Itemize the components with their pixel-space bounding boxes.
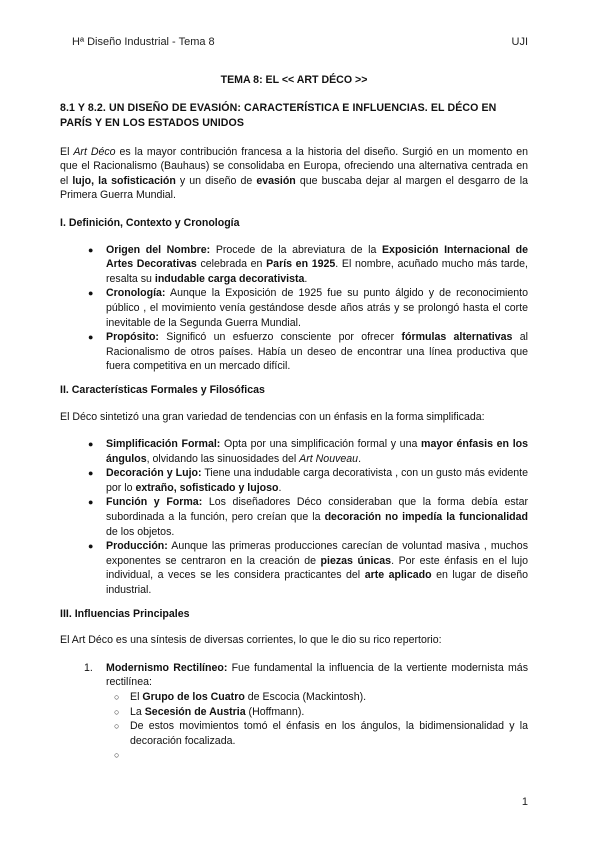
section-heading-caracteristicas: II. Características Formales y Filosóficas [60, 383, 265, 396]
list-item-origen: ● Origen del Nombre: Procede de la abreviatura de la Exposición Internacional de Artes Decorativas celebrada en París en 1925. El nombre, acuñado mucho más tarde, resalta su indudable carga decorativista. [88, 243, 529, 285]
modernismo-sublist [106, 690, 528, 763]
list-item-modernismo: 1. Modernismo Rectilíneo: Fue fundamental la influencia de la vertiente modernista más rectilínea: ○ El Grupo de los Cuatro de Escocia (Mackintosh). ○ La Secesión de Austria (Hoffmann). ○ De estos movimientos tomó el énfasis en los ángulos, la bidimensionalidad y la decoración focalizada. ○ [106, 661, 528, 763]
bullet-icon: ● [88, 332, 94, 343]
list-item-produccion: ● Producción: Aunque las primeras producciones carecían de voluntad masiva , muchos exponentes se centraron en la creación de piezas únicas. Por este énfasis en el lujo individual, a veces se les considera practicantes del arte aplicado en lugar de diseño industrial. [88, 540, 528, 597]
list-item-funcion: ● Función y Forma: Los diseñadores Déco consideraban que la forma debía estar subordinada a la función, pero creían que la decoración no impedía la funcionalidad de los objetos. [88, 496, 528, 538]
header-course-title: Hª Diseño Industrial - Tema 8 [72, 36, 215, 48]
page-number: 1 [521, 796, 528, 808]
list-item-decoracion: ● Decoración y Lujo: Tiene una indudable carga decorativista , con un gusto más evidente por lo extraño, sofisticado y lujoso. [88, 467, 528, 494]
bullet-icon: ● [88, 288, 94, 299]
caracteristicas-intro: El Déco sintetizó una gran variedad de tendencias con un énfasis en la forma simplificada: [60, 410, 485, 423]
sublist-item-secesion: ○ La Secesión de Austria (Hoffmann). [114, 705, 305, 718]
bullet-icon: ● [88, 497, 94, 508]
bullet-icon: ● [88, 439, 94, 450]
influencias-list [60, 661, 528, 763]
list-item-cronologia: ● Cronología: Aunque la Exposición de 1925 fue su punto álgido y de reconocimiento público , el movimiento venía gestándose desde años atrás y se prolongó hasta el corte inevitable de la Segunda Guerra Mundial. [88, 287, 528, 329]
section-heading-definicion: I. Definición, Contexto y Cronología [60, 216, 240, 229]
list-item-simplificacion: ● Simplificación Formal: Opta por una simplificación formal y una mayor énfasis en los ángulos, olvidando las sinuosidades del Art Nouveau. [88, 438, 529, 465]
bullet-icon: ● [88, 541, 94, 552]
circle-bullet-icon: ○ [114, 750, 120, 761]
header-institution: UJI [511, 36, 528, 48]
bullet-icon: ● [88, 244, 94, 255]
document-body [60, 73, 528, 763]
sublist-item-enfasis: ○ De estos movimientos tomó el énfasis en los ángulos, la bidimensionalidad y la decoración focalizada. [114, 720, 528, 747]
sublist-item-empty [114, 748, 528, 763]
list-number: 1. [84, 661, 93, 674]
section-subtitle: 8.1 Y 8.2. UN DISEÑO DE EVASIÓN: CARACTERÍSTICA E INFLUENCIAS. EL DÉCO EN PARÍS Y EN LOS ESTADOS UNIDOS [60, 101, 497, 129]
circle-bullet-icon: ○ [114, 692, 120, 702]
bullet-icon: ● [88, 468, 94, 479]
page-title: TEMA 8: EL << ART DÉCO >> [220, 74, 368, 86]
definicion-list [60, 243, 528, 374]
sublist-item-grupo: ○ El Grupo de los Cuatro de Escocia (Mackintosh). [114, 691, 367, 703]
caracteristicas-list [60, 437, 528, 598]
intro-paragraph: El Art Déco es la mayor contribución francesa a la historia del diseño. Surgió en un momento en que el Racionalismo (Bauhaus) se consolidaba en Europa, ofreciendo una alternativa centrada en el lujo, la sofisticación y un diseño de evasión que buscaba dejar al margen el desgarro de la Primera Guerra Mundial. [60, 145, 528, 202]
circle-bullet-icon: ○ [114, 721, 120, 732]
list-item-proposito: ● Propósito: Significó un esfuerzo consciente por ofrecer fórmulas alternativas al Racionalismo de otros países. Había un deseo de encontrar una línea productiva que fuera competitiva en un mercado difícil. [88, 331, 528, 373]
influencias-intro: El Art Déco es una síntesis de diversas corrientes, lo que le dio su rico repertorio: [60, 634, 442, 647]
circle-bullet-icon: ○ [114, 706, 120, 717]
section-heading-influencias: III. Influencias Principales [60, 607, 190, 620]
